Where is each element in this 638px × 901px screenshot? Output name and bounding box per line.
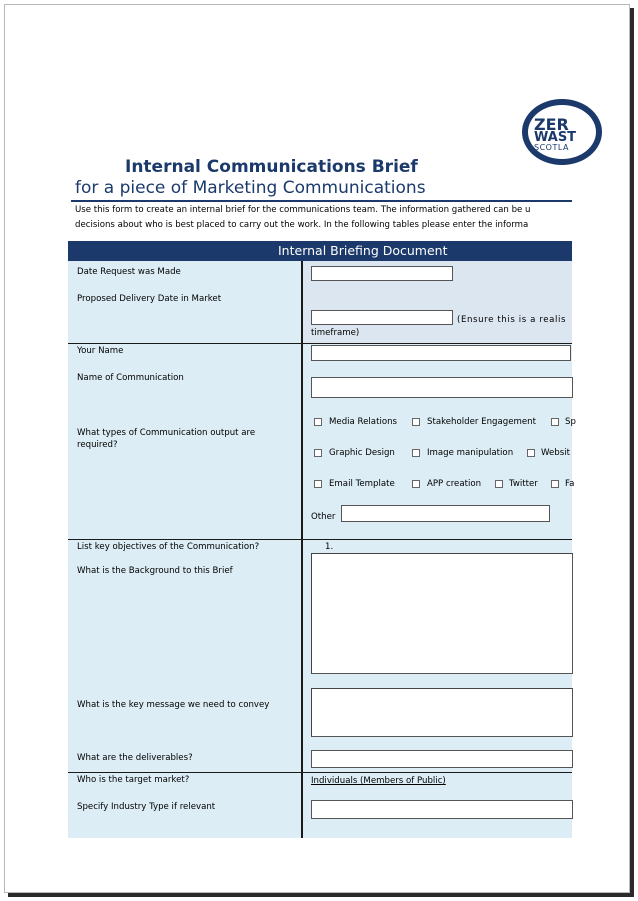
title-rule — [71, 200, 572, 202]
target-market-select[interactable]: Individuals (Members of Public) — [311, 776, 446, 786]
timeframe-note: timeframe) — [311, 328, 360, 338]
output-types-label-line1: What types of Communication output are — [77, 428, 256, 438]
app-creation-label: APP creation — [427, 479, 482, 489]
column-divider — [301, 261, 303, 838]
media-relations-label: Media Relations — [329, 417, 398, 427]
image-manipulation-checkbox[interactable] — [412, 449, 420, 457]
intro-text: Use this form to create an internal brief for the communications team. The information gathered can be u decisions about who is best placed to carry out the work. In the following tables please enter the informa — [75, 205, 531, 230]
communication-name-input[interactable] — [311, 377, 573, 398]
email-template-checkbox[interactable] — [314, 480, 322, 488]
briefing-banner: Internal Briefing Document — [68, 241, 572, 261]
key-message-label: What is the key message we need to convey — [77, 700, 270, 710]
row-divider — [68, 539, 572, 540]
stakeholder-engagement-checkbox[interactable] — [412, 418, 420, 426]
objectives-label: List key objectives of the Communication? — [77, 542, 260, 552]
background-textarea[interactable] — [311, 553, 573, 674]
communication-name-label: Name of Communication — [77, 373, 184, 383]
date-request-input[interactable] — [311, 266, 453, 281]
graphic-design-checkbox[interactable] — [314, 449, 322, 457]
ensure-note: (Ensure this is a realis — [457, 315, 567, 325]
email-template-label: Email Template — [329, 479, 395, 489]
delivery-date-input[interactable] — [311, 310, 453, 325]
industry-type-label: Specify Industry Type if relevant — [77, 802, 216, 812]
your-name-label: Your Name — [77, 346, 124, 356]
document-subtitle: for a piece of Marketing Communications — [75, 178, 426, 198]
fa-label: Fa — [565, 479, 575, 489]
delivery-date-label: Proposed Delivery Date in Market — [77, 294, 222, 304]
media-relations-checkbox[interactable] — [314, 418, 322, 426]
other-label: Other — [311, 512, 336, 522]
date-request-label: Date Request was Made — [77, 267, 181, 277]
your-name-input[interactable] — [311, 345, 571, 361]
objective-number: 1. — [325, 542, 334, 552]
app-creation-checkbox[interactable] — [412, 480, 420, 488]
twitter-label: Twitter — [509, 479, 538, 489]
image-manipulation-label: Image manipulation — [427, 448, 514, 458]
website-label: Websit — [541, 448, 570, 458]
document-title: Internal Communications Brief — [125, 157, 418, 177]
sp-label: Sp — [565, 417, 576, 427]
fa-checkbox[interactable] — [551, 480, 559, 488]
output-types-label-line2: required? — [77, 440, 118, 450]
zero-waste-scotland-logo: ZER WAST SCOTLA — [522, 99, 602, 165]
key-message-textarea[interactable] — [311, 688, 573, 737]
other-input[interactable] — [341, 505, 550, 522]
row-divider — [68, 343, 572, 344]
page-content — [5, 5, 577, 892]
document-page — [4, 4, 630, 893]
twitter-checkbox[interactable] — [495, 480, 503, 488]
background-label: What is the Background to this Brief — [77, 566, 233, 576]
website-checkbox[interactable] — [527, 449, 535, 457]
deliverables-label: What are the deliverables? — [77, 753, 193, 763]
graphic-design-label: Graphic Design — [329, 448, 395, 458]
industry-type-input[interactable] — [311, 800, 573, 819]
stakeholder-engagement-label: Stakeholder Engagement — [427, 417, 536, 427]
target-market-label: Who is the target market? — [77, 775, 190, 785]
deliverables-input[interactable] — [311, 750, 573, 768]
row-divider — [68, 772, 572, 773]
sp-checkbox[interactable] — [551, 418, 559, 426]
